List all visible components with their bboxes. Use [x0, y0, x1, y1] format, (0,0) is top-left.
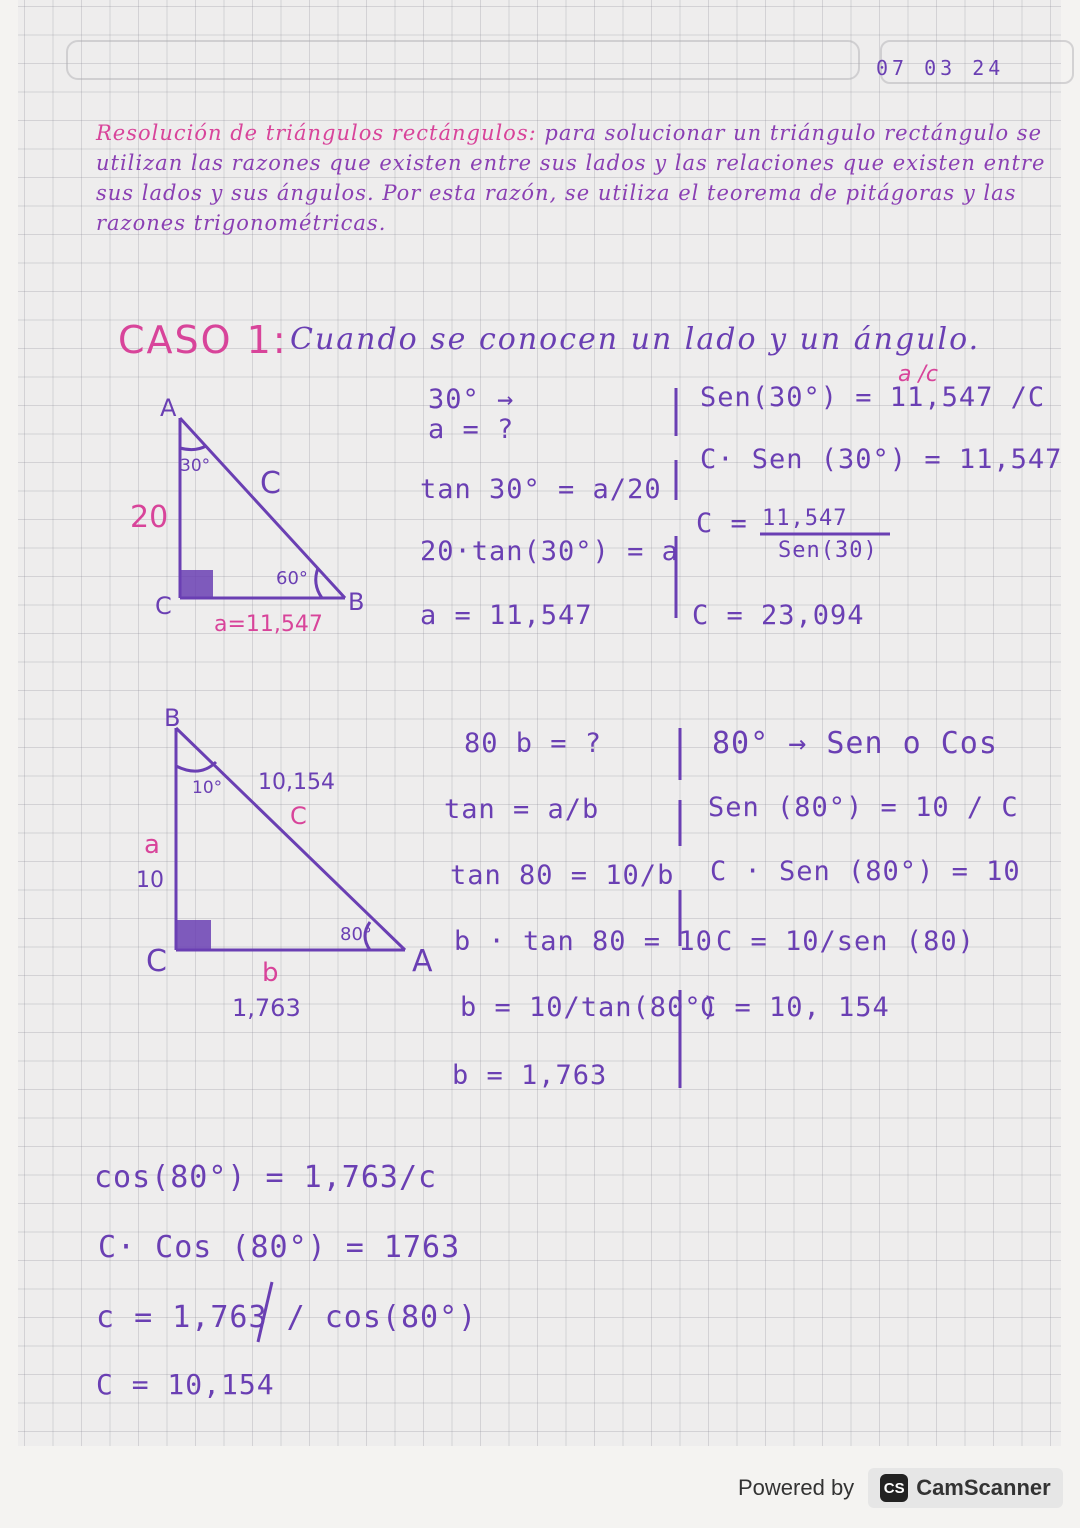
- s1-l-3: 20·tan(30°) = a: [420, 536, 679, 567]
- s1-l-4: a = 11,547: [420, 600, 593, 631]
- s2-l-1: tan = a/b: [444, 794, 600, 825]
- scanner-footer: [738, 1468, 1063, 1508]
- camscanner-badge: [868, 1468, 1063, 1508]
- t1-side-left: 20: [130, 500, 169, 535]
- t2-vertex-c: C: [146, 944, 167, 979]
- intro-body: para solucionar un triángulo rectángulo se utilizan las razones que existen entre sus lados y las relaciones que existen entre sus lados y sus ángulos. Por esta razón, se utiliza el teorema de pitágoras y las razones trigonométricas.: [96, 121, 1046, 235]
- s1-r-3: 11,547: [762, 506, 848, 531]
- s2-l-0: 80 b = ?: [464, 728, 603, 759]
- case-title: CASO 1:: [118, 318, 288, 362]
- right-angle-mark-1: [181, 570, 213, 597]
- t2-hyp: C: [290, 802, 307, 830]
- t2-side-a: a: [144, 830, 160, 860]
- camscanner-logo-icon: CS: [880, 1474, 908, 1502]
- t2-base: b: [262, 958, 279, 988]
- t2-side-a-val: 10: [136, 868, 164, 893]
- s1-r-2: C =: [696, 508, 748, 539]
- t2-vertex-top: B: [164, 704, 181, 732]
- bottom-2: c = 1,763 / cos(80°): [96, 1300, 478, 1335]
- s1-r-1: C· Sen (30°) = 11,547: [700, 444, 1063, 475]
- t2-vertex-a: A: [412, 944, 433, 979]
- s1-l-0: 30° →: [428, 384, 515, 415]
- s2-r-4: C = 10, 154: [700, 992, 890, 1023]
- triangle-2: [176, 728, 405, 950]
- bottom-1: C· Cos (80°) = 1763: [98, 1230, 461, 1265]
- s1-l-1: a = ?: [428, 414, 515, 445]
- s2-r-2: C · Sen (80°) = 10: [710, 856, 1021, 887]
- t1-angle-a: 30°: [180, 456, 211, 476]
- s2-l-2: tan 80 = 10/b: [450, 860, 675, 891]
- camscanner-brand: CamScanner: [916, 1475, 1051, 1500]
- s1-r-0: Sen(30°) = 11,547 /C: [700, 382, 1046, 413]
- s1-r-4: Sen(30): [778, 538, 878, 563]
- t1-angle-b: 60°: [276, 568, 308, 589]
- right-angle-mark-2: [177, 920, 211, 949]
- intro-title: Resolución de triángulos rectángulos:: [96, 121, 537, 145]
- s1-l-2: tan 30° = a/20: [420, 474, 662, 505]
- t2-angle-a: 80°: [340, 924, 372, 945]
- t1-vertex-a: A: [160, 394, 177, 422]
- t2-angle-top: 10°: [192, 778, 223, 798]
- t1-hyp: C: [260, 466, 281, 501]
- bottom-0: cos(80°) = 1,763/c: [94, 1160, 438, 1195]
- t1-base: a=11,547: [214, 612, 323, 637]
- t2-hyp-val: 10,154: [258, 770, 335, 795]
- s2-r-0: 80° → Sen o Cos: [712, 726, 998, 761]
- case-subtitle: Cuando se conocen un lado y un ángulo.: [290, 322, 981, 357]
- s1-r-5: C = 23,094: [692, 600, 865, 631]
- s2-r-3: C = 10/sen (80): [716, 926, 975, 957]
- s2-r-1: Sen (80°) = 10 / C: [708, 792, 1019, 823]
- powered-by: Powered by: [738, 1475, 855, 1500]
- t2-base-val: 1,763: [232, 994, 301, 1022]
- s2-l-5: b = 1,763: [452, 1060, 608, 1091]
- date: 07 03 24: [876, 56, 1005, 80]
- t1-vertex-c: C: [155, 592, 172, 620]
- s2-l-3: b · tan 80 = 10: [454, 926, 713, 957]
- s2-l-4: b = 10/tan(80°): [460, 992, 719, 1023]
- t1-vertex-b: B: [348, 588, 365, 616]
- bottom-3: C = 10,154: [96, 1368, 275, 1401]
- s1-r-note: a /c: [898, 362, 938, 387]
